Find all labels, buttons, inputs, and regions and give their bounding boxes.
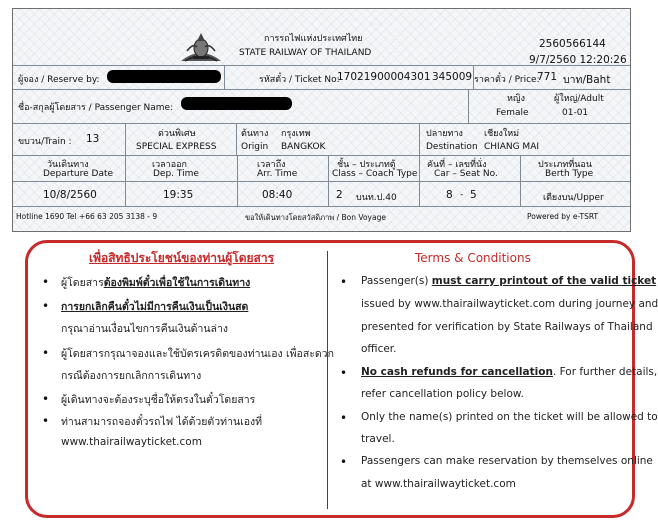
bullet-icon: • bbox=[42, 392, 50, 406]
coach-type-value: บนท.ป.40 bbox=[356, 193, 397, 203]
terms-item-4-line2: at www.thairailwayticket.com bbox=[361, 478, 516, 490]
car-value: 8 bbox=[446, 189, 453, 201]
gender-thai: หญิง bbox=[507, 94, 525, 104]
thai-item-1: ผู้โดยสารต้องพิมพ์ตั๋วเพื่อใช้ในการเดินทาง bbox=[61, 277, 251, 289]
destination-thai-label: ปลายทาง bbox=[426, 129, 463, 139]
redacted-reserver-name bbox=[107, 70, 221, 83]
header-dep-time-en: Dep. Time bbox=[153, 169, 199, 179]
seat-value: 5 bbox=[470, 189, 477, 201]
ticket-serial: 2560566144 bbox=[539, 38, 606, 50]
express-en: SPECIAL EXPRESS bbox=[136, 142, 217, 152]
passenger-info-box bbox=[25, 240, 658, 518]
arrival-time: 08:40 bbox=[262, 189, 293, 201]
srt-emblem-icon bbox=[179, 31, 223, 65]
destination-en: CHIANG MAI bbox=[484, 142, 540, 152]
thai-item-2: การยกเลิกคืนตั๋วไม่มีการคืนเงินเป็นเงินสด bbox=[61, 301, 249, 313]
ticket-no-value: 17021900004301 bbox=[337, 71, 431, 83]
origin-thai-label: ต้นทาง bbox=[241, 129, 269, 139]
price-value: 771 bbox=[537, 71, 558, 83]
bullet-icon: • bbox=[42, 275, 50, 289]
terms-item-3-line1: Only the name(s) printed on the ticket will be allowed to bbox=[361, 411, 658, 423]
org-name-en: STATE RAILWAY OF THAILAND bbox=[239, 48, 372, 58]
price-label: ราคาตั๋ว / Price: bbox=[474, 75, 540, 85]
departure-date: 10/8/2560 bbox=[43, 189, 97, 201]
header-dep-time-thai: เวลาออก bbox=[152, 160, 187, 170]
bullet-icon: • bbox=[42, 346, 50, 360]
terms-item-2-line2: refer cancellation policy below. bbox=[361, 388, 524, 400]
terms-item-1-line2: issued by www.thairailwayticket.com during journey and bbox=[361, 298, 658, 310]
header-seat-thai: คันที่ – เลขที่นั่ง bbox=[427, 160, 487, 170]
header-arr-time-thai: เวลาถึง bbox=[257, 160, 286, 170]
bullet-icon: • bbox=[340, 411, 348, 425]
gender-en: Female bbox=[496, 108, 529, 118]
train-number: 13 bbox=[86, 133, 100, 145]
header-class-en: Class – Coach Type bbox=[332, 169, 418, 179]
terms-item-1-line4: officer. bbox=[361, 343, 397, 355]
car-seat-separator: - bbox=[460, 190, 464, 200]
issued-datetime: 9/7/2560 12:20:26 bbox=[529, 54, 627, 66]
class-value: 2 bbox=[336, 189, 343, 201]
bullet-icon: • bbox=[340, 455, 348, 469]
srt-emblem-logo bbox=[179, 31, 223, 69]
header-berth-thai: ประเภทที่นอน bbox=[538, 160, 592, 170]
thai-item-5-line1: ท่านสามารถจองตั๋วรถไฟ ได้ด้วยตัวท่านเองที่ bbox=[61, 416, 263, 428]
thai-item-3-line1: ผู้โดยสารกรุณาจองและใช้บัตรเครดิตของท่านเอง เพื่อสะดวก bbox=[61, 348, 334, 360]
terms-item-4-line1: Passengers can make reservation by themselves online bbox=[361, 455, 653, 467]
redacted-passenger-name bbox=[181, 97, 292, 110]
origin-thai: กรุงเทพ bbox=[281, 129, 311, 139]
origin-en: BANGKOK bbox=[281, 142, 326, 152]
thai-item-2-detail: กรุณาอ่านเงื่อนไขการคืนเงินด้านล่าง bbox=[61, 323, 229, 335]
thai-section-title: เพื่อสิทธิประโยชน์ของท่านผู้โดยสาร bbox=[89, 251, 275, 265]
train-ticket bbox=[12, 8, 631, 232]
origin-en-label: Origin bbox=[241, 142, 269, 152]
column-divider bbox=[327, 251, 328, 509]
thai-item-4: ผู้เดินทางจะต้องระบุชื่อให้ตรงในตั๋วโดยสาร bbox=[61, 394, 256, 406]
ticket-no-label: รหัสตั๋ว / Ticket No: bbox=[259, 75, 340, 85]
terms-website-link[interactable]: www.thairailwayticket.com bbox=[374, 478, 516, 490]
thai-item-3-line2: กรณีต้องการยกเลิกการเดินทาง bbox=[61, 370, 202, 382]
bullet-icon: • bbox=[42, 299, 50, 313]
passenger-type-code: 01-01 bbox=[562, 108, 589, 118]
passenger-type: ผู้ใหญ่/Adult bbox=[554, 94, 604, 104]
terms-item-1-line3: presented for verification by State Railways of Thailand bbox=[361, 321, 653, 333]
terms-title: Terms & Conditions bbox=[415, 251, 531, 265]
bon-voyage: ขอให้เดินทางโดยสวัสดิภาพ / Bon Voyage bbox=[245, 213, 386, 222]
price-currency: บาท/Baht bbox=[563, 74, 611, 86]
terms-item-2-line1: No cash refunds for cancellation. For further details, bbox=[361, 366, 658, 378]
hotline: Hotline 1690 Tel +66 63 205 3138 - 9 bbox=[16, 212, 158, 221]
terms-item-3-line2: travel. bbox=[361, 433, 395, 445]
thai-website-link[interactable]: www.thairailwayticket.com bbox=[61, 436, 202, 448]
departure-time: 19:35 bbox=[163, 189, 194, 201]
org-name-thai: การรถไฟแห่งประเทศไทย bbox=[264, 34, 363, 44]
reserve-by-label: ผู้จอง / Reserve by: bbox=[18, 75, 100, 85]
powered-by: Powered by e-TSRT bbox=[527, 212, 599, 221]
express-thai: ด่วนพิเศษ bbox=[158, 129, 196, 139]
ticket-code-value: 345009 bbox=[432, 71, 473, 83]
bullet-icon: • bbox=[340, 275, 348, 289]
header-seat-en: Car – Seat No. bbox=[434, 169, 498, 179]
destination-en-label: Destination bbox=[426, 142, 478, 152]
header-class-thai: ชั้น – ประเภทตู้ bbox=[337, 160, 396, 170]
passenger-name-label: ชื่อ-สกุลผู้โดยสาร / Passenger Name: bbox=[18, 103, 174, 113]
train-label: ขบวน/Train : bbox=[18, 137, 72, 147]
destination-thai: เชียงใหม่ bbox=[484, 129, 520, 139]
header-departure-date-thai: วันเดินทาง bbox=[47, 160, 89, 170]
header-departure-date-en: Departure Date bbox=[43, 169, 114, 179]
bullet-icon: • bbox=[340, 366, 348, 380]
header-arr-time-en: Arr. Time bbox=[257, 169, 298, 179]
terms-item-1-line1: Passenger(s) must carry printout of the valid ticket bbox=[361, 275, 657, 287]
berth-value: เตียงบน/Upper bbox=[543, 193, 604, 203]
bullet-icon: • bbox=[42, 414, 50, 428]
header-berth-en: Berth Type bbox=[545, 169, 594, 179]
